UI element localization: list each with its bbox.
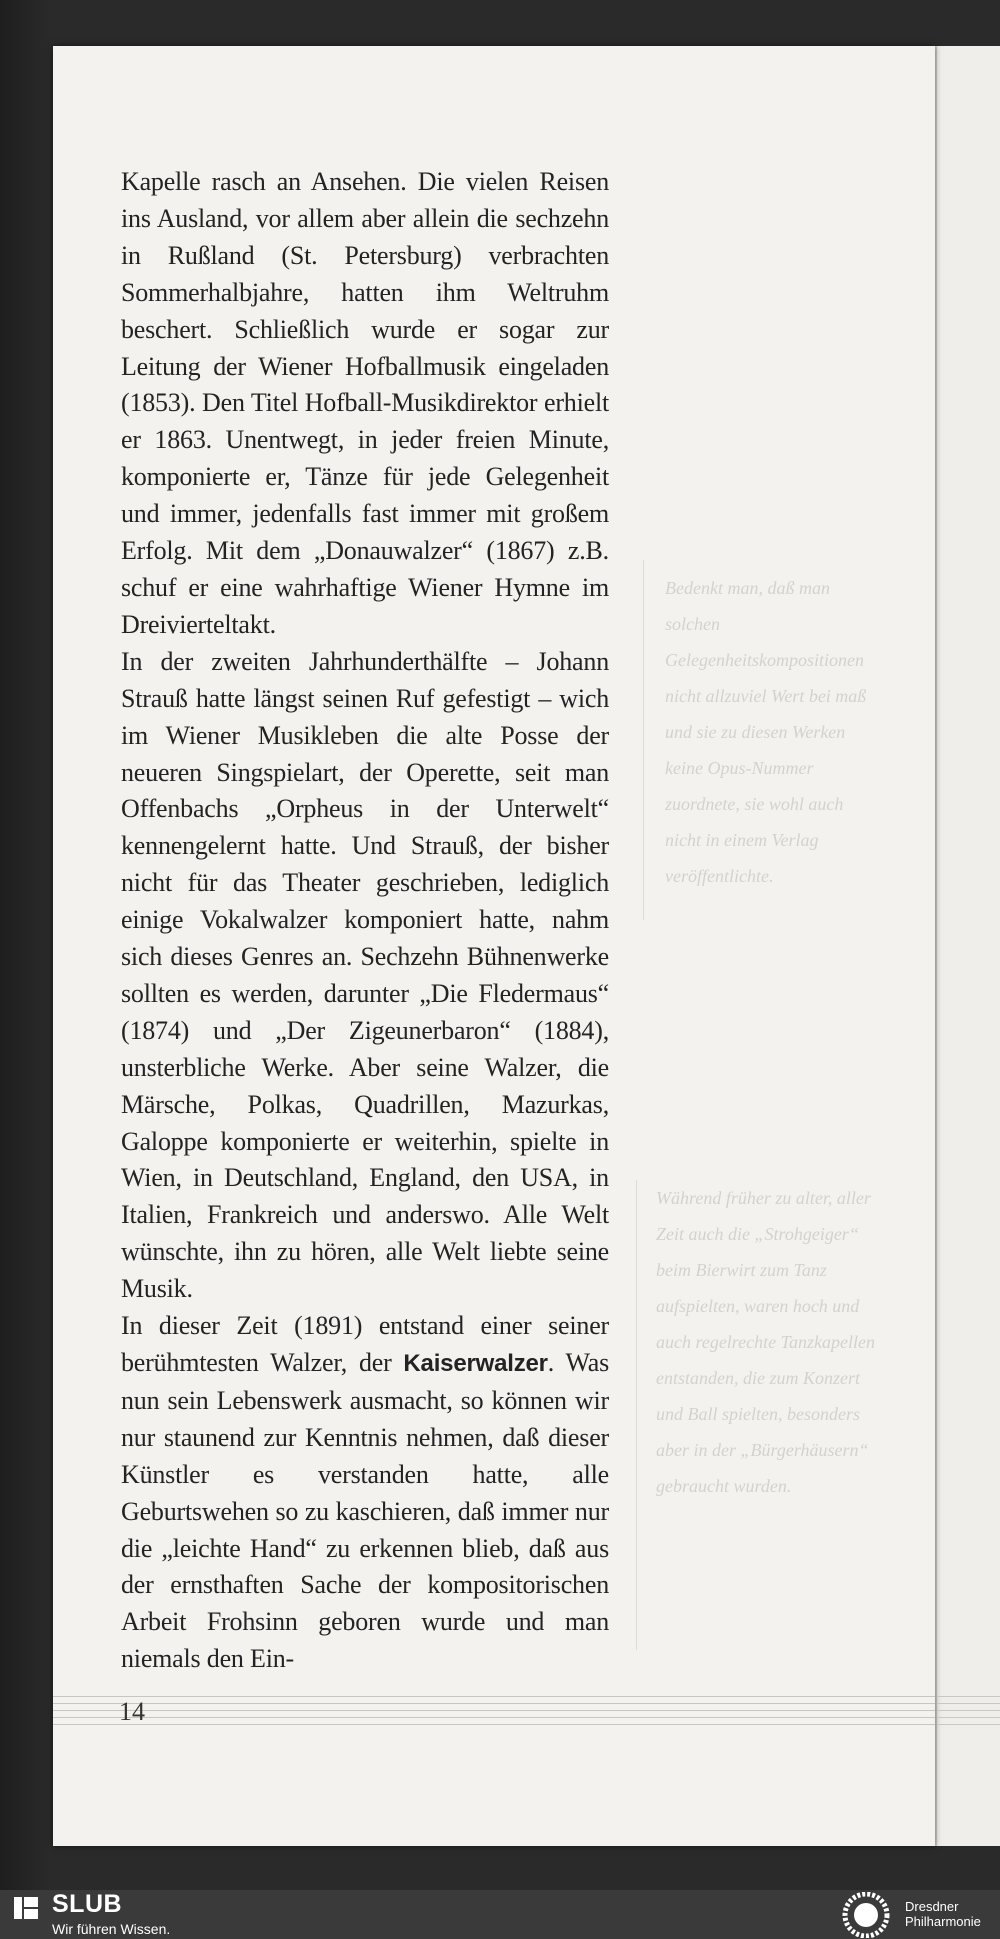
slub-logo-icon[interactable] bbox=[12, 1894, 40, 1922]
next-page-edge bbox=[935, 46, 1000, 1846]
next-page-staff-lines bbox=[937, 1696, 1000, 1728]
paragraph-3-end: . Was nun sein Lebenswerk ausmacht, so können wir nur staunend zur Kenntnis nehmen, daß dieser Künstler es verstanden hatte, alle Geburtswehen so zu kaschieren, daß immer nur die „leichte Hand“ zu erkennen blieb, daß aus der ernsthaften Sache der kompositorischen Arbeit Frohsinn geboren wurde und man niemals den Ein- bbox=[121, 1348, 609, 1674]
partner-name-line1: Dresdner bbox=[905, 1899, 959, 1914]
margin-note-1: Bedenkt man, daß man solchen Gelegenheitskompositionen nicht allzuviel Wert bei maß und sie zu diesen Werken keine Opus-Nummer zuordnete, sie wohl auch nicht in einem Verlag veröffentlichte. bbox=[665, 578, 867, 886]
page-number: 14 bbox=[119, 1697, 145, 1726]
paragraph-1: Kapelle rasch an Ansehen. Die vielen Reisen ins Ausland, vor allem aber allein die sechzehn in Rußland (St. Petersburg) verbrachten Sommerhalbjahre, hatten ihm Weltruhm beschert. Schließlich wurde er sogar zur Leitung der Wiener Hofballmusik eingeladen (1853). Den Titel Hofball-Musikdirektor erhielt er 1863. Unentwegt, in jeder freien Minute, komponierte er, Tänze für jede Gelegenheit und immer, jedenfalls fast immer mit großem Erfolg. Mit dem „Donauwalzer“ (1867) z.B. schuf er eine wahrhaftige Wiener Hymne im Dreivierteltakt. bbox=[121, 167, 609, 639]
margin-rule-bottom bbox=[636, 1180, 637, 1650]
library-name[interactable]: SLUB bbox=[52, 1890, 123, 1918]
partner-name-line2: Philharmonie bbox=[905, 1914, 981, 1929]
margin-rule-top bbox=[643, 560, 644, 920]
paragraph-3-start: In dieser Zeit (1891) entstand einer seiner berühmtesten Walzer, der bbox=[121, 1311, 609, 1377]
footer-staff-lines bbox=[53, 1696, 935, 1728]
main-text-column bbox=[121, 164, 609, 1678]
paragraph-3 bbox=[121, 1308, 609, 1678]
library-slogan: Wir führen Wissen. bbox=[52, 1921, 171, 1937]
partner-name bbox=[905, 1899, 981, 1929]
margin-note-2: Während früher zu alter, aller Zeit auch die „Strohgeiger“ beim Bierwirt zum Tanz aufspielten, waren hoch und auch regelrechte Tanzkapellen entstanden, die zum Konzert und Ball spielten, besonders aber in der „Bürgerhäusern“ gebraucht wurden. bbox=[656, 1188, 875, 1496]
paragraph-2: In der zweiten Jahrhunderthälfte – Johann Strauß hatte längst seinen Ruf gefestigt – wich im Wiener Musikleben die alte Posse der neueren Singspielart, der Operette, seit man Offenbachs „Orpheus in der Unterwelt“ kennengelernt hatte. Und Strauß, der bisher nicht für das Theater geschrieben, lediglich einige Vokalwalzer komponiert hatte, nahm sich dieses Genres an. Sechzehn Bühnenwerke sollten es werden, darunter „Die Fledermaus“ (1874) und „Der Zigeunerbaron“ (1884), unsterbliche Werke. Aber seine Walzer, die Märsche, Polkas, Quadrillen, Mazurkas, Galoppe komponierte er weiterhin, spielte in Wien, in Deutschland, England, den USA, in Italien, Frankreich und anderswo. Alle Welt wünschte, ihn zu hören, alle Welt liebte seine Musik. bbox=[121, 646, 609, 1304]
kaiserwalzer-bold: Kaiserwalzer bbox=[403, 1350, 548, 1377]
dresdner-philharmonie-logo-icon[interactable] bbox=[842, 1892, 890, 1938]
